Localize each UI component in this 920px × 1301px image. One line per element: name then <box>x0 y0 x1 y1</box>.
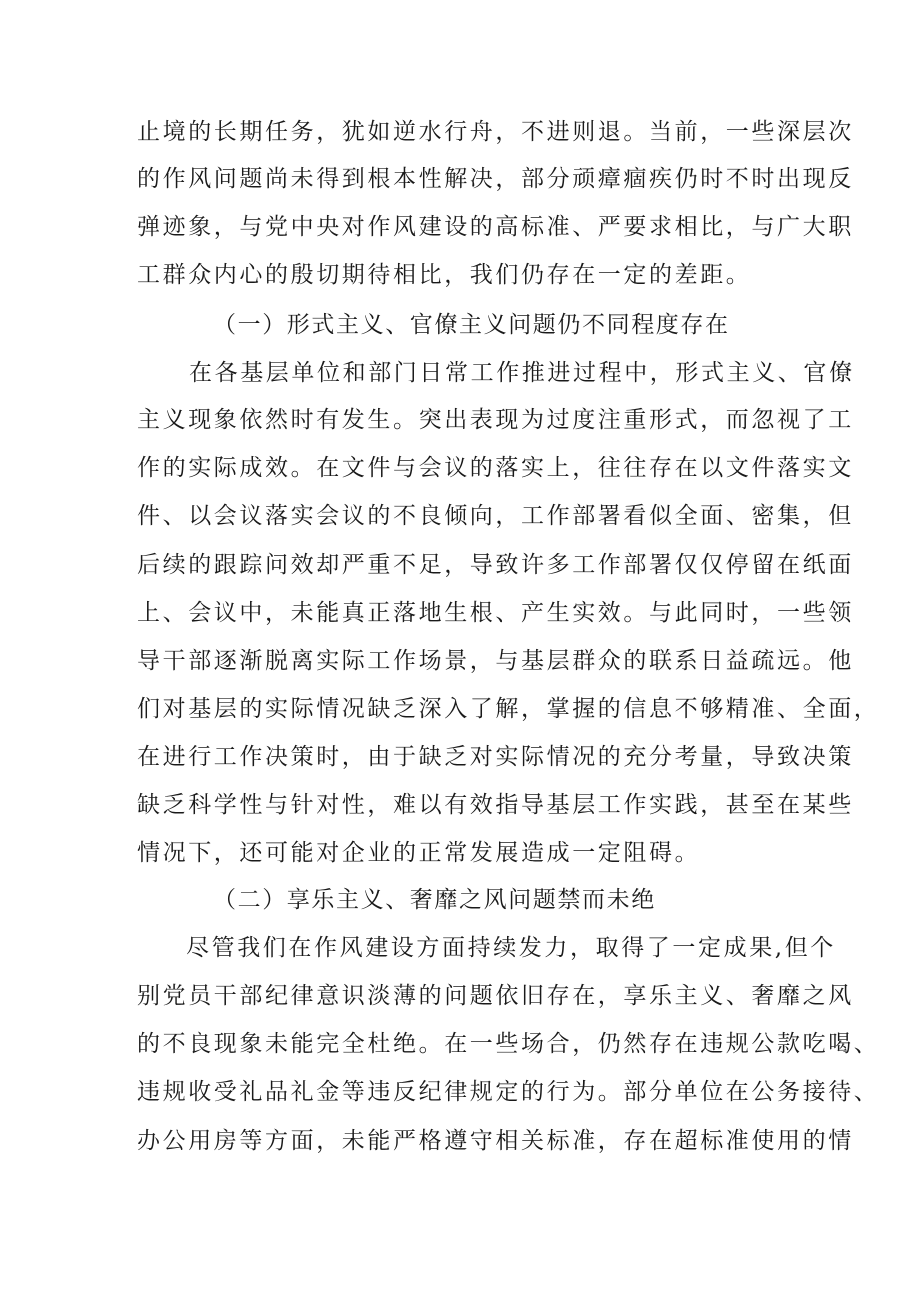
body-text-line: 办公用房等方面，未能严格遵守相关标准，存在超标准使用的情 <box>137 1128 854 1154</box>
body-text-line: 别党员干部纪律意识淡薄的问题依旧存在，享乐主义、奢靡之风 <box>137 983 854 1009</box>
body-text-line: 作的实际成效。在文件与会议的落实上，往往存在以文件落实文 <box>137 455 854 481</box>
body-text-line: 件、以会议落实会议的不良倾向，工作部署看似全面、密集，但 <box>137 503 854 529</box>
body-text-line: 弹迹象，与党中央对作风建设的高标准、严要求相比，与广大职 <box>137 214 854 240</box>
body-text-line: 上、会议中，未能真正落地生根、产生实效。与此同时，一些领 <box>137 600 854 626</box>
body-text-line: 的不良现象未能完全杜绝。在一些场合，仍然存在违规公款吃喝、 <box>137 1031 880 1057</box>
section-heading-1: （一）形式主义、官僚主义问题仍不同程度存在 <box>213 312 730 338</box>
body-text-line: 止境的长期任务，犹如逆水行舟，不进则退。当前，一些深层次 <box>137 119 854 145</box>
body-text-line: 违规收受礼品礼金等违反纪律规定的行为。部分单位在公务接待、 <box>137 1079 880 1105</box>
body-text-line: 主义现象依然时有发生。突出表现为过度注重形式，而忽视了工 <box>137 407 854 433</box>
body-text-line: 缺乏科学性与针对性，难以有效指导基层工作实践，甚至在某些 <box>137 792 854 818</box>
body-text-line: 在各基层单位和部门日常工作推进过程中，形式主义、官僚 <box>189 360 855 386</box>
body-text-line: 的作风问题尚未得到根本性解决，部分顽瘴痼疾仍时不时出现反 <box>137 166 854 192</box>
body-text-line: 后续的跟踪问效却严重不足，导致许多工作部署仅仅停留在纸面 <box>137 552 854 578</box>
section-heading-2: （二）享乐主义、奢靡之风问题禁而未绝 <box>213 887 656 913</box>
body-text-line: 尽管我们在作风建设方面持续发力，取得了一定成果,但个 <box>186 935 836 961</box>
body-text-line: 在进行工作决策时，由于缺乏对实际情况的充分考量，导致决策 <box>137 744 854 770</box>
body-text-line: 们对基层的实际情况缺乏深入了解，掌握的信息不够精准、全面， <box>137 696 880 722</box>
body-text-line: 导干部逐渐脱离实际工作场景，与基层群众的联系日益疏远。他 <box>137 648 854 674</box>
body-text-line: 工群众内心的殷切期待相比，我们仍存在一定的差距。 <box>137 262 752 288</box>
body-text-line: 情况下，还可能对企业的正常发展造成一定阻碍。 <box>137 840 701 866</box>
